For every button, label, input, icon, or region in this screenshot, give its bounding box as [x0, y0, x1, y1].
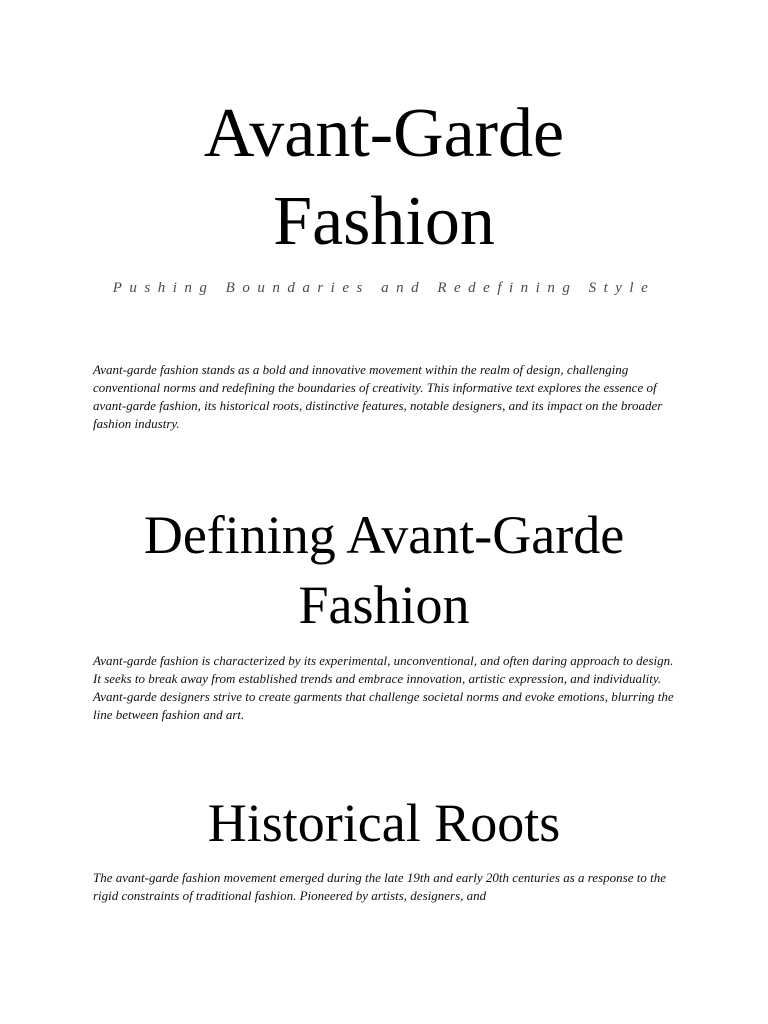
- section-heading-historical-roots: Historical Roots: [207, 793, 561, 853]
- intro-paragraph: Avant-garde fashion stands as a bold and innovative movement within the realm of design, challenging conventional norms and redefining the boundaries of creativity. This informative text explores the essence of avant-garde fashion, its historical roots, distinctive features, notable designers, and its impact on the broader fashion industry.: [93, 362, 663, 431]
- title-line-2: Fashion: [273, 183, 495, 260]
- section-heading-defining-line-1: Defining Avant-Garde: [143, 505, 625, 565]
- title-line-1: Avant-Garde: [203, 95, 565, 172]
- document-subtitle: Pushing Boundaries and Redefining Style: [112, 280, 656, 296]
- section-body-defining: Avant-garde fashion is characterized by its experimental, unconventional, and often daring approach to design. It seeks to break away from established trends and embrace innovation, artistic expression, and individuality. Avant-garde designers strive to create garments that challenge societal norms and evoke emotions, blurring the line between fashion and art.: [93, 653, 674, 722]
- section-heading-defining-line-2: Fashion: [298, 575, 470, 635]
- document-title: [0, 90, 768, 266]
- section-heading-defining: [0, 500, 768, 640]
- section-body-historical-roots: The avant-garde fashion movement emerged during the late 19th and early 20th centuries as a response to the rigid constraints of traditional fashion. Pioneered by artists, designers, and: [93, 870, 666, 903]
